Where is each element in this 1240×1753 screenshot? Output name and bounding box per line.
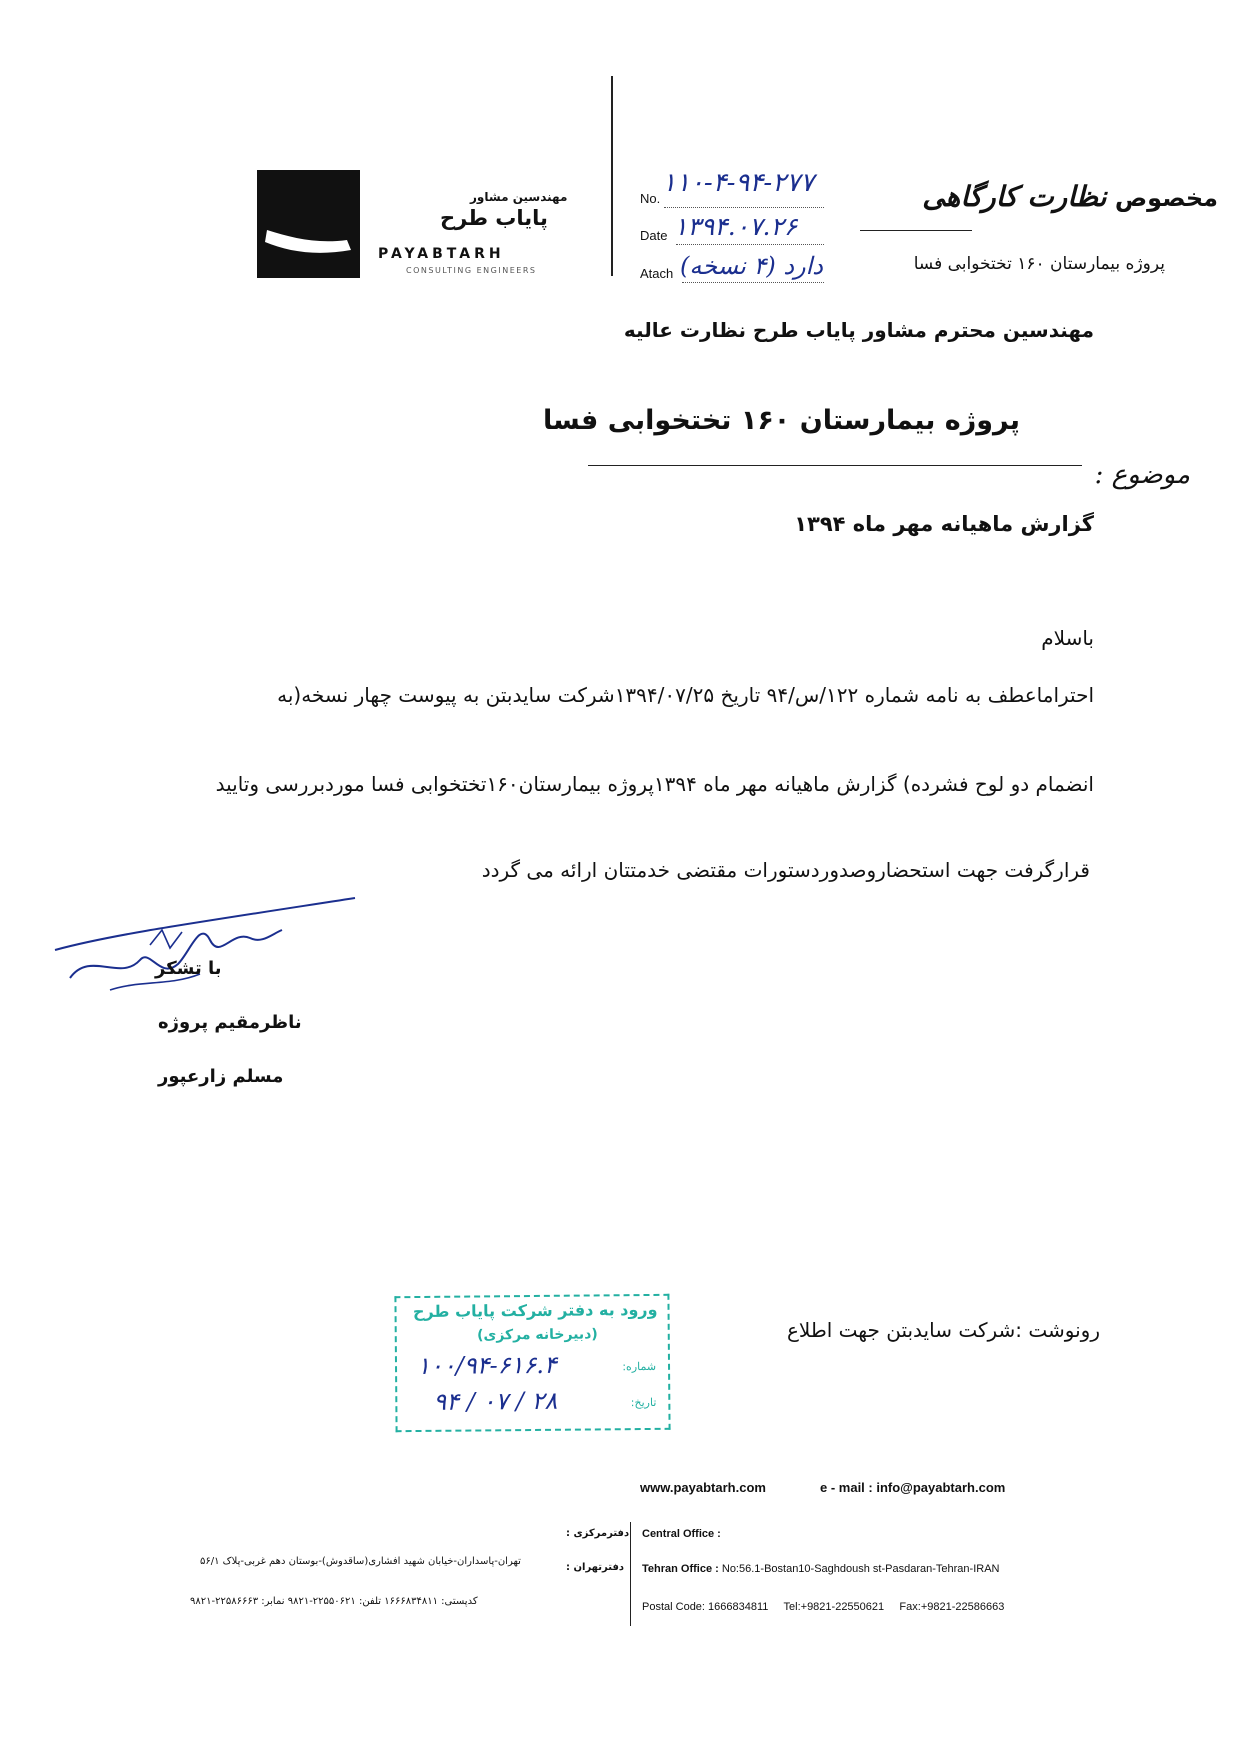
stamp-subtitle: (دبیرخانه مرکزی) <box>476 1326 598 1344</box>
letter-number-line <box>664 207 824 209</box>
brand-name-en: PAYABTARH <box>378 246 505 262</box>
footer-tel-label: Tel: <box>783 1601 801 1613</box>
closing-thanks: با تشکر <box>155 958 222 979</box>
footer-fax-label: Fax: <box>899 1601 921 1613</box>
stamp-title: ورود به دفتر شرکت پایاب طرح <box>412 1299 658 1322</box>
footer-postal-code: 1666834811 <box>708 1601 769 1613</box>
subject-label: موضوع : <box>1094 460 1190 490</box>
footer-fa-tehran-label: دفترتهران : <box>566 1562 625 1573</box>
department-title-script: نظارت کارگاهی <box>922 180 1107 213</box>
brand-name-fa-small: مهندسین مشاور <box>470 190 568 204</box>
received-stamp <box>394 1294 670 1432</box>
footer-tel: +9821-22550621 <box>800 1601 885 1613</box>
handwritten-signature <box>50 890 360 1000</box>
brand-name-fa: پایاب طرح <box>440 206 548 230</box>
letter-number-value: ۱۱۰-۴-۹۴-۲۷۷ <box>662 168 815 198</box>
logo-mark-icon <box>257 170 360 278</box>
footer-fax: +9821-22586663 <box>920 1601 1005 1613</box>
subject-underline <box>588 465 1082 466</box>
greeting: باسلام <box>1041 626 1094 650</box>
letter-date-value: ۱۳۹۴.۰۷.۲۶ <box>674 212 798 241</box>
footer-fa-central-label: دفترمرکزی : <box>566 1528 630 1539</box>
footer-postal-label: Postal Code: <box>642 1601 705 1613</box>
department-title <box>922 180 1218 213</box>
department-title-prefix: مخصوص <box>1114 184 1218 212</box>
footer-tehran-office <box>642 1563 999 1575</box>
brand-subtitle: CONSULTING ENGINEERS <box>406 266 537 275</box>
footer-central-office <box>642 1528 721 1540</box>
department-underline <box>860 230 972 231</box>
footer-fa-address: تهران-پاسداران-خیابان شهید افشاری(ساقدوش)-بوستان دهم غربی-پلاک ۵۶/۱ <box>200 1556 521 1567</box>
body-line-2: انضمام دو لوح فشرده) گزارش ماهیانه مهر ماه ۱۳۹۴پروژه بیمارستان۱۶۰تختخوابی فسا موردبررسی وتایید <box>215 772 1094 796</box>
project-title: پروژه بیمارستان ۱۶۰ تختخوابی فسا <box>543 405 1020 436</box>
carbon-copy: رونوشت :شرکت سایدبتن جهت اطلاع <box>786 1318 1100 1342</box>
attachment-value: دارد (۴ نسخه) <box>680 252 823 280</box>
footer-contact-line <box>642 1601 1004 1613</box>
stamp-date-value: ۹۴ / ۰۷ / ۲۸ <box>433 1386 558 1416</box>
stamp-number-value: ۱۰۰/۹۴-۶۱۶.۴ <box>416 1350 557 1381</box>
letter-number-label: No. <box>640 191 661 206</box>
footer-central-office-label: Central Office : <box>642 1528 721 1540</box>
signatory-title: ناظرمقیم پروژه <box>158 1012 302 1033</box>
footer-divider <box>630 1522 631 1626</box>
footer-email: e - mail : info@payabtarh.com <box>820 1480 1006 1495</box>
signatory-name: مسلم زارعپور <box>158 1066 284 1087</box>
header-project-name: پروژه بیمارستان ۱۶۰ تختخوابی فسا <box>913 254 1165 274</box>
recipient: مهندسین محترم مشاور پایاب طرح نظارت عالیه <box>623 318 1094 342</box>
attachment-line <box>682 282 824 284</box>
subject-text: گزارش ماهیانه مهر ماه ۱۳۹۴ <box>794 512 1094 536</box>
letter-date-line <box>676 244 824 246</box>
footer-website: www.payabtarh.com <box>640 1480 766 1495</box>
letter-date-label: Date <box>640 228 668 243</box>
footer-tehran-office-address: No:56.1-Bostan10-Saghdoush st-Pasdaran-Tehran-IRAN <box>721 1563 1000 1575</box>
company-logo <box>257 170 360 278</box>
stamp-number-label: شماره: <box>622 1359 657 1374</box>
footer-fa-contact: کدپستی: ۱۶۶۶۸۳۴۸۱۱ تلفن: ۲۲۵۵۰۶۲۱-۹۸۲۱ نمابر: ۲۲۵۸۶۶۶۳-۹۸۲۱ <box>190 1596 478 1607</box>
body-line-1: احتراماعطف به نامه شماره ۱۲۲/س/۹۴ تاریخ ۱۳۹۴/۰۷/۲۵شرکت سایدبتن به پیوست چهار نسخه(به <box>277 683 1094 707</box>
body-line-3: قرارگرفت جهت استحضاروصدوردستورات مقتضی خدمتتان ارائه می گردد <box>481 858 1090 882</box>
header-divider <box>611 76 613 276</box>
stamp-date-label: تاریخ: <box>630 1395 657 1410</box>
attachment-label: Atach <box>640 266 674 281</box>
footer-tehran-office-label: Tehran Office : <box>642 1563 719 1575</box>
